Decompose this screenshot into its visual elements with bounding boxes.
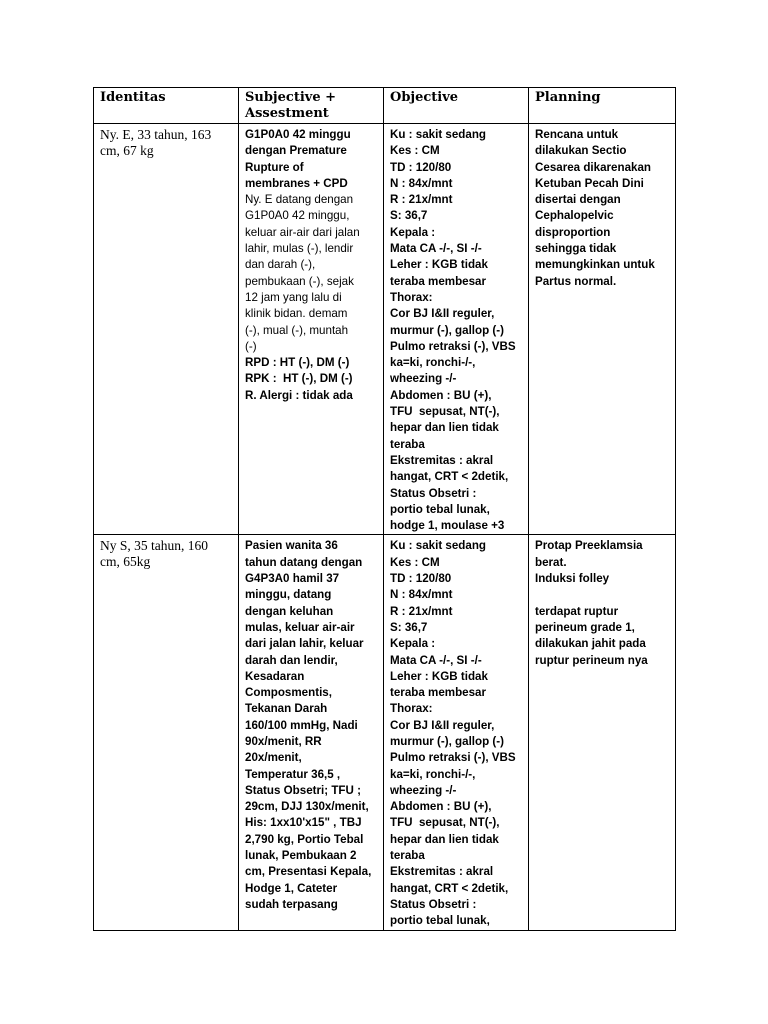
cell-line: cm, Presentasi Kepala, xyxy=(245,865,372,879)
cell-line: hangat, CRT < 2detik, xyxy=(390,470,509,484)
cell-line: G1P0A0 42 minggu, xyxy=(245,209,350,223)
cell-line xyxy=(535,587,669,603)
cell-line: R. Alergi : tidak ada xyxy=(245,388,353,402)
cell-line: Induksi folley xyxy=(535,572,610,586)
cell-line: dilakukan Sectio xyxy=(535,144,627,158)
cell-line: Ny S, 35 tahun, 160 xyxy=(100,538,208,554)
cell-line: Status Obsetri : xyxy=(390,897,477,911)
cell-line: murmur (-), gallop (-) xyxy=(390,323,504,337)
cell-line: Rupture of xyxy=(245,160,304,174)
cell-line: lunak, Pembukaan 2 xyxy=(245,849,357,863)
cell-line: mulas, keluar air-air xyxy=(245,620,355,634)
cell-line: TD : 120/80 xyxy=(390,160,452,174)
cell-line: Kes : CM xyxy=(390,144,440,158)
cell-line: membranes + CPD xyxy=(245,176,348,190)
cell-line: 29cm, DJJ 130x/menit, xyxy=(245,800,369,814)
cell-line: dan darah (-), xyxy=(245,258,316,272)
cell-line: Mata CA -/-, SI -/- xyxy=(390,653,482,667)
cell-line: Pulmo retraksi (-), VBS xyxy=(390,339,516,353)
cell-line: ruptur perineum nya xyxy=(535,653,648,667)
cell-line: (-) xyxy=(245,339,257,353)
cell-line: Cephalopelvic xyxy=(535,209,614,223)
cell-line: berat. xyxy=(535,555,567,569)
cell-line: Partus normal. xyxy=(535,274,617,288)
subjective-cell xyxy=(239,535,384,930)
cell-line: (-), mual (-), muntah xyxy=(245,323,349,337)
table-row xyxy=(94,124,676,535)
cell-line: Ketuban Pecah Dini xyxy=(535,176,644,190)
cell-line: 90x/menit, RR xyxy=(245,734,322,748)
cell-line: pembukaan (-), sejak xyxy=(245,274,354,288)
cell-line: RPK : HT (-), DM (-) xyxy=(245,372,353,386)
cell-line: portio tebal lunak, xyxy=(390,914,490,928)
cell-line: murmur (-), gallop (-) xyxy=(390,734,504,748)
cell-line: Ku : sakit sedang xyxy=(390,539,486,553)
cell-line: N : 84x/mnt xyxy=(390,176,453,190)
cell-line: perineum grade 1, xyxy=(535,620,635,634)
cell-line: Ekstremitas : akral xyxy=(390,865,494,879)
cell-line: Cesarea dikarenakan xyxy=(535,160,652,174)
cell-line: N : 84x/mnt xyxy=(390,588,453,602)
cell-line: hepar dan lien tidak xyxy=(390,832,499,846)
cell-line: terdapat ruptur xyxy=(535,604,619,618)
cell-line: klinik bidan. demam xyxy=(245,307,348,321)
cell-line: Ku : sakit sedang xyxy=(390,128,486,141)
table-row xyxy=(94,535,676,930)
cell-line: Composmentis, xyxy=(245,686,332,700)
soap-table xyxy=(93,87,676,931)
cell-line: disertai dengan xyxy=(535,193,621,207)
cell-line: lahir, mulas (-), lendir xyxy=(245,242,354,256)
cell-line: dengan Premature xyxy=(245,144,347,158)
cell-line: Pasien wanita 36 xyxy=(245,539,338,553)
cell-line: Status Obsetri; TFU ; xyxy=(245,783,361,797)
cell-line: TD : 120/80 xyxy=(390,572,452,586)
cell-line: RPD : HT (-), DM (-) xyxy=(245,356,350,370)
cell-line: R : 21x/mnt xyxy=(390,193,453,207)
cell-line: Pulmo retraksi (-), VBS xyxy=(390,751,516,765)
cell-line: memungkinkan untuk xyxy=(535,258,655,272)
cell-line: TFU sepusat, NT(-), xyxy=(390,816,500,830)
cell-line: His: 1xx10'x15" , TBJ xyxy=(245,816,362,830)
cell-line: R : 21x/mnt xyxy=(390,604,453,618)
cell-line: ka=ki, ronchi-/-, xyxy=(390,356,476,370)
header-row xyxy=(94,88,676,124)
header-identitas: Identitas xyxy=(94,88,239,124)
cell-line: Ekstremitas : akral xyxy=(390,453,494,467)
cell-line: Leher : KGB tidak xyxy=(390,258,488,272)
cell-line: dilakukan jahit pada xyxy=(535,637,646,651)
cell-line: Cor BJ I&II reguler, xyxy=(390,718,495,732)
identitas-cell xyxy=(94,124,239,535)
cell-line: Abdomen : BU (+), xyxy=(390,800,492,814)
cell-line: Thorax: xyxy=(390,702,433,716)
cell-line: dari jalan lahir, keluar xyxy=(245,637,364,651)
cell-line: teraba membesar xyxy=(390,274,487,288)
cell-line: Status Obsetri : xyxy=(390,486,477,500)
cell-line: S: 36,7 xyxy=(390,620,428,634)
cell-line: portio tebal lunak, xyxy=(390,502,490,516)
cell-line: hangat, CRT < 2detik, xyxy=(390,881,509,895)
cell-line: Ny. E, 33 tahun, 163 xyxy=(100,127,212,142)
cell-line: 2,790 kg, Portio Tebal xyxy=(245,832,364,846)
cell-line: S: 36,7 xyxy=(390,209,428,223)
cell-line: Temperatur 36,5 , xyxy=(245,767,341,781)
cell-line: dengan keluhan xyxy=(245,604,334,618)
objective-cell xyxy=(384,124,529,535)
planning-cell xyxy=(529,124,676,535)
cell-line: Protap Preeklamsia xyxy=(535,539,643,553)
cell-line: Abdomen : BU (+), xyxy=(390,388,492,402)
subjective-cell xyxy=(239,124,384,535)
cell-line: hepar dan lien tidak xyxy=(390,421,499,435)
cell-line: cm, 65kg xyxy=(100,554,151,570)
cell-line: keluar air-air dari jalan xyxy=(245,225,360,239)
cell-line: teraba xyxy=(390,849,425,863)
cell-line: Rencana untuk xyxy=(535,128,619,141)
cell-line: tahun datang dengan xyxy=(245,555,363,569)
cell-line: cm, 67 kg xyxy=(100,143,154,158)
header-planning: Planning xyxy=(529,88,676,124)
cell-line: 160/100 mmHg, Nadi xyxy=(245,718,358,732)
cell-line: Leher : KGB tidak xyxy=(390,669,488,683)
cell-line: ka=ki, ronchi-/-, xyxy=(390,767,476,781)
cell-line: 20x/menit, xyxy=(245,751,302,765)
cell-line: hodge 1, moulase +3 xyxy=(390,519,505,533)
header-subjective-assessment: Subjective + Assestment xyxy=(239,88,384,124)
cell-line: G4P3A0 hamil 37 xyxy=(245,572,340,586)
cell-line: Kes : CM xyxy=(390,555,440,569)
cell-line: teraba xyxy=(390,437,425,451)
cell-line: Cor BJ I&II reguler, xyxy=(390,307,495,321)
cell-line: Kepala : xyxy=(390,225,436,239)
objective-cell xyxy=(384,535,529,930)
cell-line: Hodge 1, Cateter xyxy=(245,881,338,895)
cell-line: wheezing -/- xyxy=(390,783,457,797)
cell-line: minggu, datang xyxy=(245,588,332,602)
cell-line: teraba membesar xyxy=(390,686,487,700)
cell-line: Kesadaran xyxy=(245,669,305,683)
cell-line: Ny. E datang dengan xyxy=(245,193,354,207)
cell-line: G1P0A0 42 minggu xyxy=(245,128,351,141)
header-objective: Objective xyxy=(384,88,529,124)
cell-line: Kepala : xyxy=(390,637,436,651)
cell-line: wheezing -/- xyxy=(390,372,457,386)
identitas-cell xyxy=(94,535,239,930)
cell-line: Mata CA -/-, SI -/- xyxy=(390,242,482,256)
cell-line: Tekanan Darah xyxy=(245,702,328,716)
cell-line: 12 jam yang lalu di xyxy=(245,290,342,304)
cell-line: sudah terpasang xyxy=(245,897,338,911)
cell-line: disproportion xyxy=(535,225,611,239)
planning-cell xyxy=(529,535,676,930)
cell-line: TFU sepusat, NT(-), xyxy=(390,405,500,419)
cell-line: Thorax: xyxy=(390,290,433,304)
cell-line: darah dan lendir, xyxy=(245,653,338,667)
cell-line: sehingga tidak xyxy=(535,242,617,256)
